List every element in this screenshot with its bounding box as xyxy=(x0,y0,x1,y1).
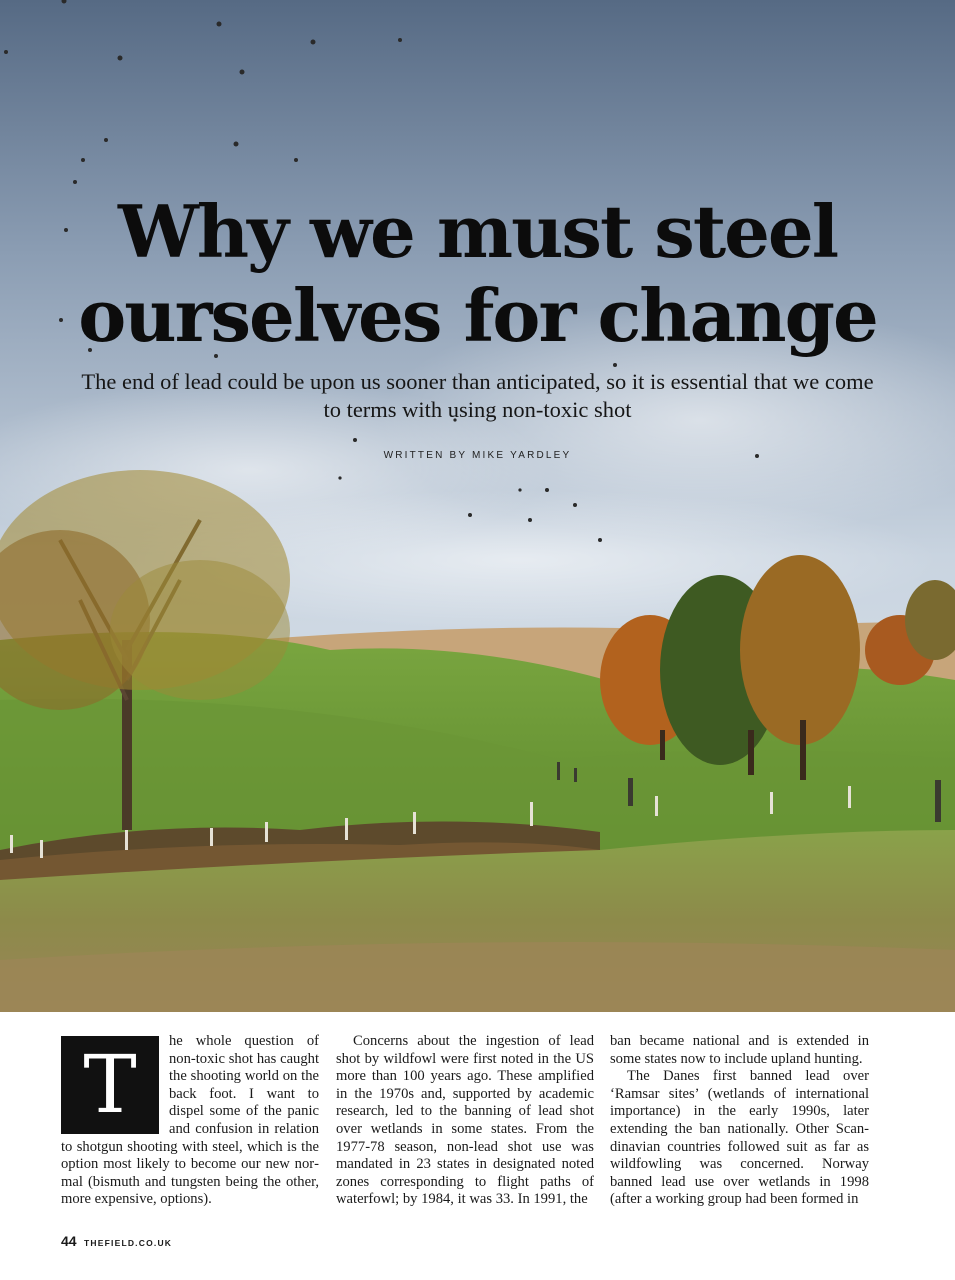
body-column-3 xyxy=(610,1033,869,1209)
page-number: 44 xyxy=(61,1233,77,1249)
drop-cap: T xyxy=(61,1036,159,1134)
site-name: THEFIELD.CO.UK xyxy=(84,1238,173,1248)
page-folio xyxy=(61,1233,172,1251)
paragraph: The Danes first banned lead over ‘Ramsar sites’ (wetlands of international importance) in the early 1990s, later extending the ban nationally. Other Scandinavian countries followed suit as far as wildfowling was concerned. Norway banned lead use over wetlands in 1998 (after a working group had been formed in xyxy=(610,1068,869,1208)
body-column-2 xyxy=(336,1033,594,1209)
headline xyxy=(0,190,955,358)
byline: WRITTEN BY MIKE YARDLEY xyxy=(383,450,572,461)
headline-line-2: ourselves for change xyxy=(78,273,877,358)
headline-line-1: Why we must steel xyxy=(117,189,838,274)
body-column-1 xyxy=(61,1033,319,1209)
paragraph: he whole question of non-toxic shot has caught the shooting world on the back foot. I want to dispel some of the panic and confusion in relation to shotgun shooting with steel, which is the option most likely to become our new normal (bismuth and tungsten being the other, more expensive, options). xyxy=(61,1033,319,1208)
paragraph: Concerns about the ingestion of lead shot by wildfowl were first noted in the US more than 100 years ago. These amplified in the 1970s and, supported by academic research, led to the banning of lead shot over wetlands in some states. From the 1977-78 season, non-lead shot use was mandated in 23 states in designated noted zones corresponding to flight paths of waterfowl; by 1984, it was 33. In 1991, the xyxy=(336,1033,594,1208)
standfirst: The end of lead could be upon us sooner than anticipated, so it is essential that we come to terms with using non-toxic shot xyxy=(81,369,874,422)
paragraph: ban became national and is extended in some states now to include upland hunting. xyxy=(610,1033,869,1067)
